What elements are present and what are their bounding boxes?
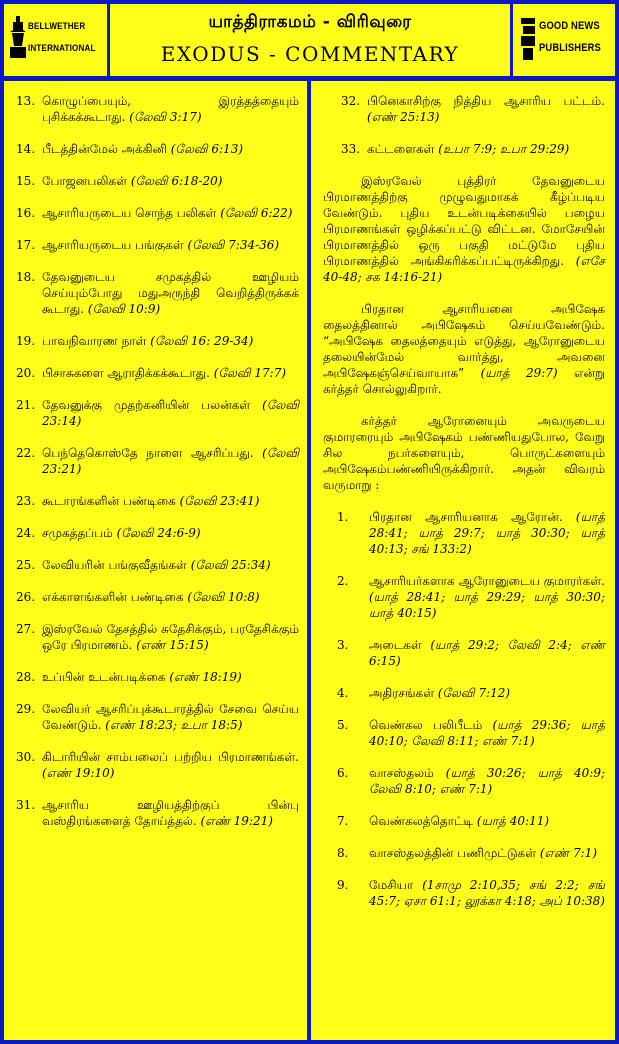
list-item bbox=[16, 173, 299, 189]
item-text: கொழுப்பையும், இரத்தத்தையும் புசிக்கக்கூடாது. bbox=[42, 94, 299, 124]
item-text: தேவனுக்கு முதற்கனியின் பலன்கள் bbox=[42, 398, 251, 412]
anointed-items-list bbox=[337, 509, 605, 909]
item-number: 31. bbox=[16, 798, 36, 812]
scripture-reference: (உபா 7:9; உபா 29:29) bbox=[438, 142, 570, 156]
item-number: 6. bbox=[337, 766, 349, 780]
list-item bbox=[16, 333, 299, 349]
item-number: 15. bbox=[16, 174, 36, 188]
item-number: 20. bbox=[16, 366, 36, 380]
item-content bbox=[42, 397, 299, 429]
left-column bbox=[4, 81, 307, 1040]
right-item-list bbox=[341, 93, 605, 157]
list-item bbox=[16, 749, 299, 781]
item-number: 8. bbox=[337, 846, 349, 860]
commentary-paragraph bbox=[323, 301, 605, 397]
scripture-reference: (லேவி 24:6-9) bbox=[116, 526, 201, 540]
scripture-reference: (எண் 18:19) bbox=[169, 670, 242, 684]
item-number: 2. bbox=[337, 574, 349, 588]
item-text: பிரதான ஆசாரியனாக ஆரோன். bbox=[369, 510, 563, 524]
scripture-reference: (லேவி 6:22) bbox=[220, 206, 293, 220]
item-content bbox=[369, 877, 605, 909]
item-text: பிசாசுகளை ஆராதிக்கக்கூடாது. bbox=[42, 366, 210, 380]
scripture-reference: (எண் 25:13) bbox=[367, 110, 440, 124]
scripture-reference: (எசே 40-48; சக 14:16-21) bbox=[323, 254, 605, 284]
list-item bbox=[337, 573, 605, 621]
list-item bbox=[16, 269, 299, 317]
item-content bbox=[42, 205, 299, 221]
item-content bbox=[42, 141, 299, 157]
item-text: ஆசாரிய ஊழியத்திற்குப் பின்பு வஸ்திரங்களைத் தோய்த்தல். bbox=[42, 798, 299, 828]
scripture-reference: (யாத் 28:41; யாத் 29:7; யாத் 30:30; யாத் 40:13; சங் 133:2) bbox=[369, 510, 605, 556]
item-content bbox=[369, 765, 605, 797]
scripture-reference: (லேவி 7:12) bbox=[437, 686, 511, 700]
paragraph-tail: என்று கர்த்தர் சொல்லுகிறார். bbox=[323, 366, 605, 396]
item-content bbox=[367, 93, 605, 125]
item-number: 23. bbox=[16, 494, 36, 508]
scripture-reference: (லேவி 6:18-20) bbox=[130, 174, 223, 188]
list-item bbox=[16, 397, 299, 429]
item-number: 27. bbox=[16, 622, 36, 636]
item-number: 25. bbox=[16, 558, 36, 572]
item-content bbox=[369, 717, 605, 749]
item-text: பாவநிவாரண நாள் bbox=[42, 334, 147, 348]
item-text: கிடாரியின் சாம்பலைப் பற்றிய பிரமாணங்கள். bbox=[42, 750, 299, 764]
commentary-paragraph bbox=[323, 173, 605, 285]
item-text: ஆசாரியருடைய சொந்த பலிகள் bbox=[42, 206, 217, 220]
item-text: லேவியரின் பங்குவீதங்கள் bbox=[42, 558, 187, 572]
item-content bbox=[42, 365, 299, 381]
bellwether-logo-line2: INTERNATIONAL bbox=[28, 43, 96, 54]
item-text: சமுகத்தப்பம் bbox=[42, 526, 113, 540]
scripture-reference: (யாத் 29:7) bbox=[480, 366, 558, 380]
item-number: 13. bbox=[16, 94, 36, 108]
item-number: 33. bbox=[341, 142, 361, 156]
page-header bbox=[110, 4, 510, 76]
scripture-reference: (எண் 18:23; உபா 18:5) bbox=[105, 718, 243, 732]
item-text: எக்காளங்களின் பண்டிகை bbox=[42, 590, 184, 604]
item-text: வாசஸ்தலத்தின் பணிமுட்டுகள் bbox=[369, 846, 537, 860]
item-content bbox=[42, 557, 299, 573]
item-number: 3. bbox=[337, 638, 349, 652]
item-number: 19. bbox=[16, 334, 36, 348]
item-content bbox=[367, 141, 605, 157]
bell-tower-icon bbox=[10, 16, 26, 58]
item-content bbox=[369, 845, 605, 861]
list-item bbox=[16, 205, 299, 221]
item-text: பினெகாசிற்கு நித்திய ஆசாரிய பட்டம். bbox=[367, 94, 605, 108]
list-item bbox=[337, 877, 605, 909]
item-text: ஆசாரியருடைய பங்குகள் bbox=[42, 238, 184, 252]
bellwether-logo bbox=[4, 4, 107, 76]
commentary-paragraphs bbox=[323, 173, 605, 493]
list-item bbox=[16, 365, 299, 381]
item-content bbox=[42, 701, 299, 733]
list-item bbox=[16, 525, 299, 541]
left-item-list bbox=[16, 93, 299, 829]
item-content bbox=[369, 813, 605, 829]
item-content bbox=[42, 621, 299, 653]
item-number: 24. bbox=[16, 526, 36, 540]
scripture-reference: (யாத் 29:36; யாத் 40:10; லேவி 8:11; எண் 7:1) bbox=[369, 718, 605, 748]
item-number: 18. bbox=[16, 270, 36, 284]
item-text: ஆசாரியர்களாக ஆரோனுடைய குமாரர்கள். bbox=[369, 574, 605, 588]
item-text: அடைகள் bbox=[369, 638, 422, 652]
scripture-reference: (லேவி 3:17) bbox=[129, 110, 202, 124]
item-content bbox=[42, 525, 299, 541]
scripture-reference: (லேவி 10:8) bbox=[187, 590, 260, 604]
item-number: 22. bbox=[16, 446, 36, 460]
item-number: 29. bbox=[16, 702, 36, 716]
item-text: வாசஸ்தலம் bbox=[369, 766, 434, 780]
item-text: மேசியா bbox=[369, 878, 414, 892]
item-content bbox=[42, 173, 299, 189]
item-content bbox=[42, 237, 299, 253]
item-text: உப்பின் உடன்படிக்கை bbox=[42, 670, 166, 684]
list-item bbox=[16, 237, 299, 253]
item-text: லேவியர் ஆசரிப்புக்கூடாரத்தில் சேவை செய்ய வேண்டும். bbox=[42, 702, 299, 732]
scripture-reference: (லேவி 16: 29-34) bbox=[150, 334, 254, 348]
item-number: 17. bbox=[16, 238, 36, 252]
item-number: 16. bbox=[16, 206, 36, 220]
scripture-reference: (லேவி 6:13) bbox=[170, 142, 244, 156]
list-item bbox=[16, 493, 299, 509]
list-item bbox=[337, 765, 605, 797]
scripture-reference: (லேவி 7:34-36) bbox=[187, 238, 280, 252]
scripture-reference: (லேவி 23:14) bbox=[42, 398, 299, 428]
list-item bbox=[16, 621, 299, 653]
item-text: பீடத்தின்மேல் அக்கினி bbox=[42, 142, 167, 156]
paragraph-text: பிரதான ஆசாரியனை அபிஷேக தைலத்தினால் அபிஷேகம் செய்யவேண்டும். “அபிஷேக தைலத்தையும் எடுத்து, ஆரோனுடைய தலையின்மேல் வார்த்து, அவனை அபிஷேகஞ்செய்வாயாக” bbox=[323, 302, 605, 380]
item-text: வெண்கலத்தொட்டி bbox=[369, 814, 474, 828]
item-text: அதிரசங்கள் bbox=[369, 686, 435, 700]
list-item bbox=[337, 637, 605, 669]
item-number: 9. bbox=[337, 878, 349, 892]
list-item bbox=[337, 813, 605, 829]
scripture-reference: (லேவி 10:9) bbox=[87, 302, 161, 316]
list-item bbox=[16, 557, 299, 573]
item-content bbox=[369, 509, 605, 557]
item-text: கூடாரங்களின் பண்டிகை bbox=[42, 494, 176, 508]
list-item bbox=[16, 141, 299, 157]
list-item bbox=[16, 93, 299, 125]
item-number: 7. bbox=[337, 814, 349, 828]
item-text: வெண்கல பலிபீடம் bbox=[369, 718, 483, 732]
good-news-logo bbox=[513, 4, 615, 76]
item-content bbox=[42, 493, 299, 509]
scripture-reference: (எண் 15:15) bbox=[136, 638, 209, 652]
list-item bbox=[337, 717, 605, 749]
item-text: போஜனபலிகள் bbox=[42, 174, 128, 188]
scripture-reference: (எண் 19:10) bbox=[42, 766, 115, 780]
item-content bbox=[42, 797, 299, 829]
list-item bbox=[337, 509, 605, 557]
item-content bbox=[369, 573, 605, 621]
item-text: கட்டளைகள் bbox=[367, 142, 435, 156]
list-item bbox=[16, 797, 299, 829]
item-content bbox=[42, 333, 299, 349]
list-item bbox=[341, 141, 605, 157]
scripture-reference: (லேவி 23:21) bbox=[42, 446, 299, 476]
title-english: EXODUS - COMMENTARY bbox=[160, 42, 460, 66]
item-number: 14. bbox=[16, 142, 36, 156]
item-number: 5. bbox=[337, 718, 349, 732]
item-number: 28. bbox=[16, 670, 36, 684]
item-text: இஸ்ரவேல் தேசத்தில் சுதேசிக்கும், பரதேசிக்கும் ஒரே பிரமாணம். bbox=[42, 622, 299, 652]
list-item bbox=[16, 669, 299, 685]
list-item bbox=[16, 701, 299, 733]
scripture-reference: (லேவி 23:41) bbox=[179, 494, 260, 508]
bellwether-logo-line1: BELLWETHER bbox=[28, 21, 86, 32]
paragraph-text: இஸ்ரவேல் புத்திரர் தேவனுடைய பிரமாணத்திற்கு முழுவதுமாகக் கீழ்ப்படிய வேண்டும். புதிய உடன்படிக்கையில் பழைய பிரமாணங்கள் ஒழிக்கப்பட்டு விட்டன. மோசேயின் பிரமாணத்தில் ஒரு பகுதி மட்டுமே புதிய பிரமாணத்தில் அங்கிகரிக்கப்பட்டிருக்கிறது. bbox=[323, 174, 605, 268]
item-number: 4. bbox=[337, 686, 349, 700]
item-content bbox=[42, 445, 299, 477]
scripture-reference: (யாத் 40:11) bbox=[476, 814, 550, 828]
item-text: பெந்தெகொஸ்தே நாளை ஆசரிப்பது. bbox=[42, 446, 254, 460]
item-content bbox=[42, 589, 299, 605]
scripture-reference: (யாத் 28:41; யாத் 29:29; யாத் 30:30; யாத் 40:15) bbox=[369, 590, 605, 620]
item-content bbox=[369, 685, 605, 701]
scripture-reference: (யாத் 29:2; லேவி 2:4; எண் 6:15) bbox=[369, 638, 605, 668]
scripture-reference: (யாத் 30:26; யாத் 40:9; லேவி 8:10; எண் 7:1) bbox=[369, 766, 605, 796]
scripture-reference: (லேவி 17:7) bbox=[213, 366, 287, 380]
right-column bbox=[311, 81, 615, 1040]
item-content bbox=[369, 637, 605, 669]
scripture-reference: (லேவி 25:34) bbox=[190, 558, 271, 572]
item-content bbox=[42, 93, 299, 125]
good-news-logo-line2: PUBLISHERS bbox=[539, 42, 601, 54]
item-text: தேவனுடைய சமுகத்தில் ஊழியம் செய்யும்போது மதுஅருந்தி வெறித்திருக்கக் கூடாது. bbox=[42, 270, 299, 316]
item-content bbox=[42, 269, 299, 317]
list-item bbox=[16, 445, 299, 477]
item-number: 1. bbox=[337, 510, 349, 524]
list-item bbox=[341, 93, 605, 125]
item-number: 30. bbox=[16, 750, 36, 764]
good-news-logo-line1: GOOD NEWS bbox=[539, 20, 600, 32]
item-number: 26. bbox=[16, 590, 36, 604]
title-tamil: யாத்திராகமம் - விரிவுரை bbox=[208, 12, 412, 32]
scripture-reference: (எண் 19:21) bbox=[200, 814, 273, 828]
scripture-reference: (1சாமு 2:10,35; சங் 2:2; சங் 45:7; ஏசா 61:1; லூக்கா 4:18; அப் 10:38) bbox=[369, 878, 605, 908]
scripture-reference: (எண் 7:1) bbox=[539, 846, 597, 860]
list-item bbox=[337, 685, 605, 701]
item-number: 21. bbox=[16, 398, 36, 412]
commentary-paragraph bbox=[323, 413, 605, 493]
item-number: 32. bbox=[341, 94, 361, 108]
item-content bbox=[42, 669, 299, 685]
list-item bbox=[337, 845, 605, 861]
paragraph-text: கர்த்தர் ஆரோனையும் அவருடைய குமாரரையும் அபிஷேகம் பண்ணியதுபோல, வேறு சில நபர்களையும், பொருட்களையும் அபிஷேகம்பண்ணியிருக்கிறார். அதன் விவரம் வருமாறு : bbox=[323, 414, 605, 492]
item-content bbox=[42, 749, 299, 781]
list-item bbox=[16, 589, 299, 605]
book-stack-icon bbox=[521, 18, 535, 60]
